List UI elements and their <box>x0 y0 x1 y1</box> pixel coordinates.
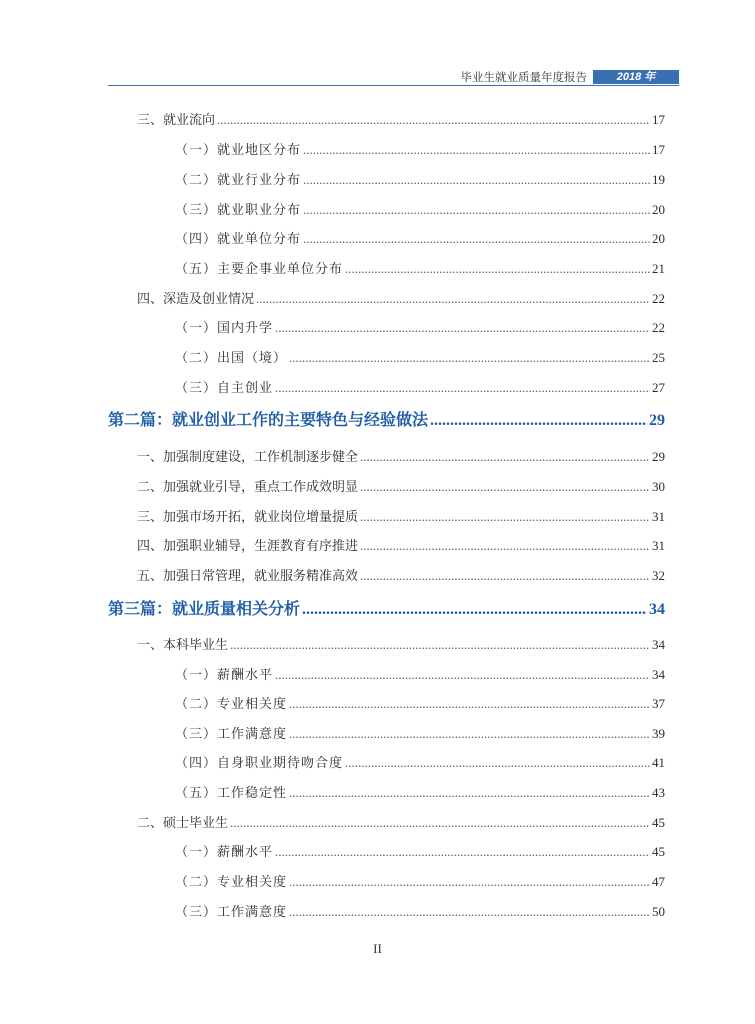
toc-entry[interactable] <box>175 228 665 246</box>
toc-leader-dots <box>302 601 647 619</box>
toc-entry-page: 34 <box>652 637 665 652</box>
toc-entry[interactable] <box>137 506 665 524</box>
toc-leader-dots <box>275 380 650 396</box>
toc-entry-label: 第二篇：就业创业工作的主要特色与经验做法 <box>108 410 429 429</box>
toc-entry-page: 47 <box>652 874 665 889</box>
toc-entry-label: （一）薪酬水平 <box>175 668 274 683</box>
toc-entry-page: 34 <box>649 601 665 618</box>
toc-entry-label: 二、加强就业引导，重点工作成效明显 <box>137 480 359 495</box>
toc-leader-dots <box>289 350 650 366</box>
toc-leader-dots <box>303 202 650 218</box>
toc-entry[interactable] <box>175 664 665 682</box>
toc-entry-label: （三）就业职业分布 <box>175 203 302 218</box>
toc-entry[interactable] <box>175 871 665 889</box>
toc-entry-label: （三）工作满意度 <box>175 905 288 920</box>
toc-entry-label: （一）国内升学 <box>175 321 274 336</box>
toc-entry[interactable] <box>175 693 665 711</box>
toc-part-heading[interactable] <box>108 596 665 618</box>
toc-leader-dots <box>360 568 650 584</box>
toc-entry-page: 43 <box>652 785 665 800</box>
toc-entry-label: （三）自主创业 <box>175 381 274 396</box>
toc-entry-label: （二）就业行业分布 <box>175 173 302 188</box>
toc-entry-label: 五、加强日常管理，就业服务精准高效 <box>137 569 359 584</box>
toc-entry[interactable] <box>137 565 665 583</box>
toc-entry-label: （二）专业相关度 <box>175 697 288 712</box>
toc-entry-page: 39 <box>652 726 665 741</box>
toc-entry-label: （五）工作稳定性 <box>175 786 288 801</box>
toc-entry[interactable] <box>175 258 665 276</box>
toc-entry-page: 22 <box>652 320 665 335</box>
page-number: II <box>373 941 382 956</box>
toc-leader-dots <box>289 874 650 890</box>
toc-entry-label: （五）主要企事业单位分布 <box>175 262 344 277</box>
toc-entry-page: 25 <box>652 350 665 365</box>
toc-leader-dots <box>430 412 647 430</box>
toc-entry-label: （三）工作满意度 <box>175 727 288 742</box>
toc-entry[interactable] <box>137 288 665 306</box>
toc-entry-page: 30 <box>652 479 665 494</box>
toc-entry[interactable] <box>175 169 665 187</box>
toc-entry-label: （一）薪酬水平 <box>175 845 274 860</box>
toc-entry-page: 20 <box>652 231 665 246</box>
header-title: 毕业生就业质量年度报告 <box>460 70 587 84</box>
toc-entry[interactable] <box>175 901 665 919</box>
toc-entry[interactable] <box>175 199 665 217</box>
toc-entry-page: 45 <box>652 815 665 830</box>
toc-entry-page: 31 <box>652 538 665 553</box>
toc-leader-dots <box>289 904 650 920</box>
toc-entry[interactable] <box>137 812 665 830</box>
toc-leader-dots <box>360 449 650 465</box>
toc-part-heading[interactable] <box>108 407 665 429</box>
toc-entry[interactable] <box>175 723 665 741</box>
toc-leader-dots <box>360 479 650 495</box>
toc-entry-label: 三、加强市场开拓，就业岗位增量提质 <box>137 510 359 525</box>
toc-entry-page: 27 <box>652 380 665 395</box>
toc-entry-label: （一）就业地区分布 <box>175 143 302 158</box>
header-year-badge: 2018 年 <box>593 70 679 84</box>
toc-entry-page: 19 <box>652 172 665 187</box>
toc-entry-label: 四、深造及创业情况 <box>137 292 255 307</box>
toc-leader-dots <box>345 755 650 771</box>
toc-entry-page: 45 <box>652 844 665 859</box>
toc-entry-label: 一、加强制度建设，工作机制逐步健全 <box>137 450 359 465</box>
toc-leader-dots <box>303 231 650 247</box>
toc-entry[interactable] <box>175 841 665 859</box>
toc-entry[interactable] <box>137 535 665 553</box>
toc-entry-page: 22 <box>652 291 665 306</box>
toc-entry-page: 37 <box>652 696 665 711</box>
toc-entry-page: 17 <box>652 142 665 157</box>
toc-entry-page: 50 <box>652 904 665 919</box>
toc-leader-dots <box>289 785 650 801</box>
toc-entry-page: 34 <box>652 667 665 682</box>
toc-leader-dots <box>289 696 650 712</box>
toc-leader-dots <box>230 815 650 831</box>
toc-entry[interactable] <box>175 317 665 335</box>
toc-entry-label: （四）就业单位分布 <box>175 232 302 247</box>
toc-leader-dots <box>275 320 650 336</box>
toc-leader-dots <box>275 667 650 683</box>
toc-entry-label: 第三篇：就业质量相关分析 <box>108 599 301 618</box>
toc-leader-dots <box>289 726 650 742</box>
toc-entry-page: 29 <box>652 449 665 464</box>
toc-entry-page: 17 <box>652 112 665 127</box>
toc-entry[interactable] <box>175 347 665 365</box>
toc-leader-dots <box>230 637 650 653</box>
toc-entry[interactable] <box>175 782 665 800</box>
toc-entry[interactable] <box>175 139 665 157</box>
toc-entry-page: 41 <box>652 755 665 770</box>
toc-leader-dots <box>217 112 650 128</box>
toc-entry-label: 三、就业流向 <box>137 113 216 128</box>
toc-entry[interactable] <box>137 109 665 127</box>
toc-entry-label: （四）自身职业期待吻合度 <box>175 756 344 771</box>
toc-leader-dots <box>303 142 650 158</box>
toc-leader-dots <box>256 291 650 307</box>
toc-entry-label: 四、加强职业辅导，生涯教育有序推进 <box>137 539 359 554</box>
toc-leader-dots <box>360 509 650 525</box>
toc-leader-dots <box>345 261 650 277</box>
toc-entry-label: 一、本科毕业生 <box>137 638 229 653</box>
toc-entry[interactable] <box>137 446 665 464</box>
toc-entry-page: 31 <box>652 509 665 524</box>
toc-entry[interactable] <box>175 752 665 770</box>
toc-leader-dots <box>275 844 650 860</box>
toc-entry[interactable] <box>137 634 665 652</box>
toc-leader-dots <box>303 172 650 188</box>
toc-entry-page: 21 <box>652 261 665 276</box>
toc-entry-page: 20 <box>652 202 665 217</box>
toc-entry-page: 29 <box>649 412 665 429</box>
toc-entry-label: （二）出国（境） <box>175 351 288 366</box>
toc-entry[interactable] <box>137 476 665 494</box>
toc-entry-label: （二）专业相关度 <box>175 875 288 890</box>
toc-entry[interactable] <box>175 377 665 395</box>
toc-leader-dots <box>360 538 650 554</box>
toc-entry-label: 二、硕士毕业生 <box>137 816 229 831</box>
toc-entry-page: 32 <box>652 568 665 583</box>
